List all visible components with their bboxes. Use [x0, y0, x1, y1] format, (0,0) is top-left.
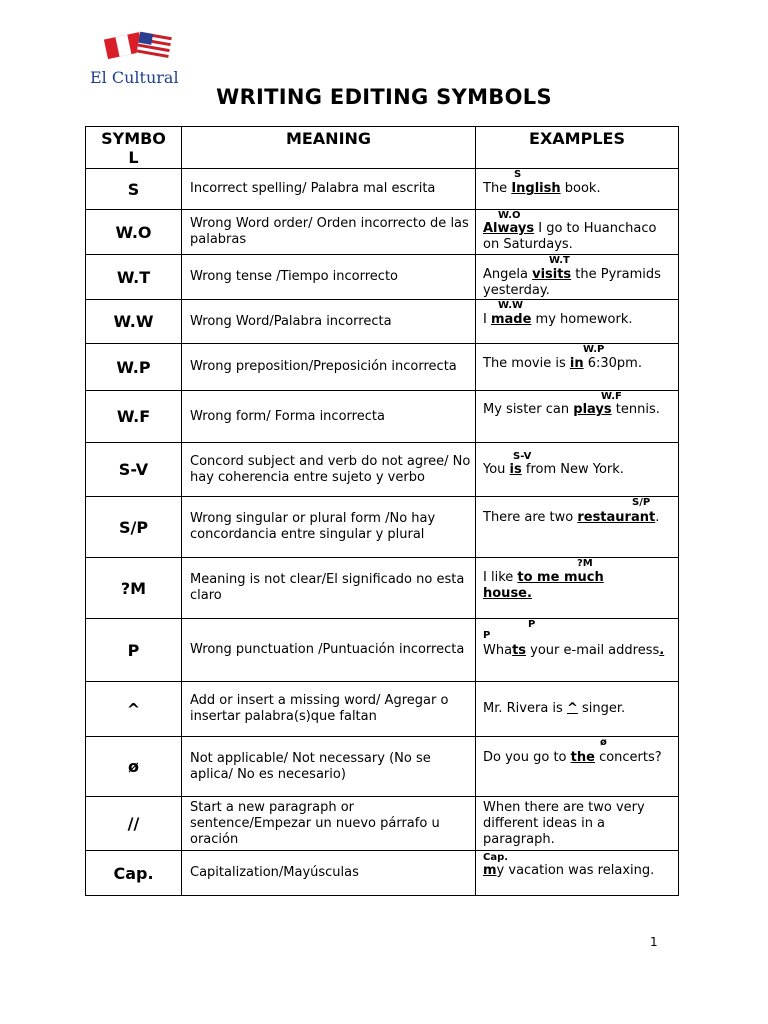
example-cell — [476, 391, 678, 442]
example-text: Wha — [483, 643, 513, 658]
correction-mark: ?M — [577, 558, 593, 569]
meaning-cell: Not applicable/ Not necessary (No se aplica/ No es necesario) — [190, 750, 431, 782]
example-error: is — [509, 462, 522, 477]
symbol-cell: Cap. — [113, 863, 154, 883]
example-text: When there are two very different ideas in a paragraph. — [483, 799, 645, 847]
example-error: restaurant — [577, 510, 656, 525]
table-row — [86, 558, 678, 619]
table-row — [86, 619, 678, 682]
example-error: m — [483, 863, 497, 878]
meaning-cell: Meaning is not clear/El significado no esta claro — [190, 572, 465, 603]
page-title: WRITING EDITING SYMBOLS — [216, 85, 552, 109]
table-row — [86, 169, 678, 210]
example-cell — [476, 344, 678, 390]
symbol-cell: W.P — [116, 357, 151, 377]
meaning-cell: Wrong Word order/ Orden incorrecto de las palabras — [190, 216, 469, 247]
symbol-cell: // — [127, 814, 140, 833]
table-header-row — [86, 127, 678, 169]
table-row — [86, 255, 678, 300]
example-text: the Pyramids yesterday. — [483, 267, 661, 298]
flags-icon — [102, 30, 174, 64]
meaning-cell: Wrong Word/Palabra incorrecta — [190, 313, 392, 329]
example-cell — [476, 300, 678, 343]
meaning-cell: Incorrect spelling/ Palabra mal escrita — [190, 181, 436, 196]
example-text: Mr. Rivera is — [483, 701, 567, 716]
example-cell — [476, 851, 678, 895]
symbol-cell: W.T — [116, 267, 151, 287]
example-text: my homework. — [531, 312, 633, 327]
example-cell — [476, 558, 678, 618]
example-error: the — [570, 750, 595, 765]
example-text: tennis. — [611, 402, 660, 417]
meaning-cell: Capitalization/Mayúsculas — [190, 865, 359, 880]
correction-mark: Cap. — [483, 852, 509, 863]
example-text: Angela — [483, 267, 533, 282]
correction-mark: W.F — [601, 391, 622, 402]
symbol-cell: W.F — [116, 407, 151, 426]
table-row — [86, 391, 678, 443]
correction-mark: S — [514, 169, 522, 180]
example-text: y vacation was relaxing. — [496, 863, 655, 878]
correction-mark: W.O — [498, 210, 521, 221]
example-text: My sister can — [483, 402, 574, 417]
page-number: 1 — [650, 935, 658, 949]
header-meaning-cell — [182, 127, 476, 168]
symbol-cell: S-V — [118, 460, 149, 479]
example-error: . — [659, 643, 665, 658]
correction-mark: P — [528, 619, 536, 630]
example-error: Always — [483, 221, 535, 236]
correction-mark: ø — [600, 737, 607, 748]
example-cell — [476, 682, 678, 736]
meaning-cell: Wrong punctuation /Puntuación incorrecta — [190, 642, 465, 657]
symbol-cell: P — [127, 640, 140, 660]
symbol-cell: S — [127, 179, 140, 199]
correction-mark: P — [483, 630, 491, 641]
example-error: visits — [532, 267, 572, 282]
table-row — [86, 497, 678, 558]
symbol-cell: ^ — [126, 699, 141, 719]
correction-mark: W.W — [498, 300, 524, 311]
table-row — [86, 682, 678, 737]
example-text: You — [483, 462, 510, 477]
example-text: The movie is — [483, 356, 570, 371]
example-cell — [476, 797, 678, 850]
example-error: ts — [512, 643, 527, 658]
header-examples: EXAMPLES — [529, 129, 625, 148]
example-text: I go to Huanchaco on Saturdays. — [483, 221, 657, 252]
table-row — [86, 300, 678, 344]
header-symbol-cell — [86, 127, 182, 168]
header-symbol-line1: SYMBO — [101, 129, 166, 148]
header-meaning: MEANING — [285, 129, 372, 148]
table-row — [86, 851, 678, 895]
example-text: singer. — [577, 701, 626, 716]
meaning-cell: Wrong preposition/Preposición incorrecta — [190, 359, 457, 374]
symbol-cell: ø — [128, 757, 139, 776]
logo-text: El Cultural — [90, 68, 179, 87]
example-error: ^ — [566, 701, 578, 716]
example-cell — [476, 497, 678, 557]
example-cell — [476, 443, 678, 496]
meaning-cell: Start a new paragraph or sentence/Empezar un nuevo párrafo u oración — [190, 799, 440, 847]
correction-mark: S/P — [632, 497, 651, 508]
example-text: I — [483, 312, 491, 327]
example-text: from New York. — [521, 462, 624, 477]
table-row — [86, 210, 678, 255]
el-cultural-logo — [90, 30, 180, 90]
meaning-cell: Wrong singular or plural form /No hay concordancia entre singular y plural — [190, 511, 436, 542]
meaning-cell: Concord subject and verb do not agree/ No hay coherencia entre sujeto y verbo — [190, 453, 471, 485]
symbol-cell: ?M — [120, 578, 147, 598]
table-row — [86, 737, 678, 797]
correction-mark: W.T — [549, 255, 570, 266]
table-row — [86, 344, 678, 391]
table-row — [86, 797, 678, 851]
example-text: 6:30pm. — [583, 356, 642, 371]
example-cell — [476, 210, 678, 254]
example-text: book. — [560, 181, 601, 196]
header-symbol-line2: L — [128, 148, 139, 167]
table-row — [86, 443, 678, 497]
symbol-cell: S/P — [118, 517, 149, 537]
header-examples-cell — [476, 127, 678, 168]
example-error: Inglish — [511, 181, 561, 196]
meaning-cell: Wrong tense /Tiempo incorrecto — [190, 269, 398, 284]
symbol-cell: W.W — [113, 312, 154, 331]
example-cell — [476, 737, 678, 796]
example-cell — [476, 619, 678, 681]
symbols-table — [85, 126, 679, 896]
meaning-cell: Wrong form/ Forma incorrecta — [190, 408, 385, 424]
example-text: The — [483, 181, 512, 196]
example-error: to me much house. — [483, 570, 604, 601]
example-text: your e-mail address — [526, 643, 660, 658]
example-error: in — [569, 356, 584, 371]
example-text: . — [655, 510, 660, 525]
correction-mark: S-V — [513, 451, 532, 462]
correction-mark: W.P — [583, 344, 605, 355]
symbol-cell: W.O — [115, 222, 152, 242]
meaning-cell: Add or insert a missing word/ Agregar o insertar palabra(s)que faltan — [190, 693, 449, 724]
example-text: Do you go to — [483, 750, 571, 765]
example-text: concerts? — [594, 750, 662, 765]
example-cell — [476, 255, 678, 299]
example-error: made — [490, 312, 532, 327]
example-cell — [476, 169, 678, 209]
example-text: I like — [483, 570, 518, 585]
example-text: There are two — [483, 510, 578, 525]
example-error: plays — [573, 402, 612, 417]
